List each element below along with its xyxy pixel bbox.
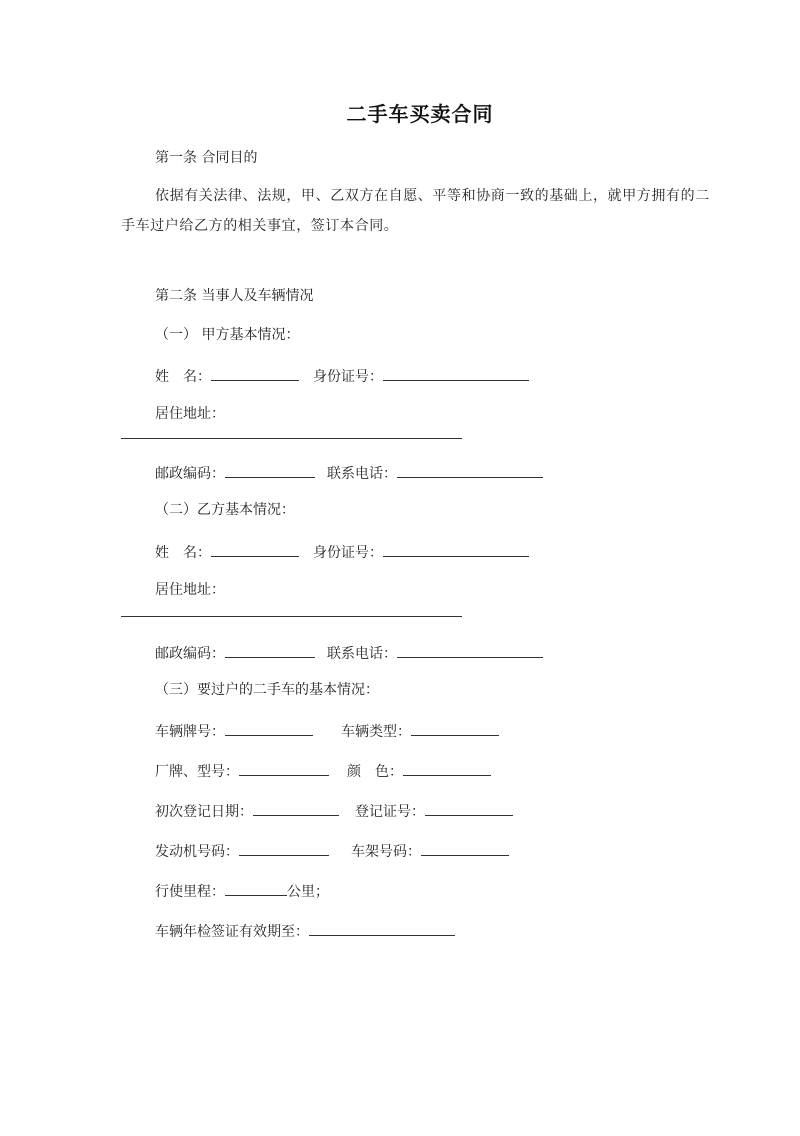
vehicle-mileage-row [155,879,329,902]
party-a-postcode-label: 邮政编码： [155,466,225,482]
vehicle-type-label: 车辆类型： [341,724,411,740]
vehicle-brand-field[interactable] [239,759,329,776]
vehicle-vin-field[interactable] [421,839,509,856]
vehicle-engine-field[interactable] [239,839,329,856]
party-a-phone-label: 联系电话： [327,466,397,482]
vehicle-engine-row [155,839,509,862]
document-title: 二手车买卖合同 [346,102,494,126]
vehicle-color-field[interactable] [403,759,491,776]
vehicle-inspection-row [155,919,455,942]
party-a-id-field[interactable] [383,364,529,381]
article-1-paragraph: 依据有关法律、法规，甲、乙双方在自愿、平等和协商一致的基础上，就甲方拥有的二手车过户给乙方的相关事宜，签订本合同。 [121,188,710,234]
party-b-name-row [155,540,529,563]
party-a-name-label: 姓 名： [155,369,211,385]
party-a-phone-field[interactable] [397,461,543,478]
vehicle-plate-label: 车辆牌号： [155,724,225,740]
vehicle-vin-label: 车架号码： [351,844,421,860]
vehicle-inspection-field[interactable] [309,919,455,936]
vehicle-brand-label: 厂牌、型号： [155,764,239,780]
vehicle-inspection-label: 车辆年检签证有效期至： [155,924,309,940]
vehicle-color-label: 颜 色： [347,764,403,780]
vehicle-engine-label: 发动机号码： [155,844,239,860]
party-a-heading: （一） 甲方基本情况： [155,327,300,343]
party-b-address-field[interactable] [121,616,462,617]
vehicle-heading: （三）要过户的二手车的基本情况： [155,682,379,698]
vehicle-first-reg-field[interactable] [253,799,339,816]
vehicle-type-field[interactable] [411,719,499,736]
vehicle-reg-cert-label: 登记证号： [355,804,425,820]
article-1-heading: 第一条 合同目的 [155,150,258,166]
party-a-address-field[interactable] [121,438,462,439]
party-b-phone-label: 联系电话： [327,646,397,662]
party-b-phone-field[interactable] [397,641,543,658]
party-b-postcode-label: 邮政编码： [155,646,225,662]
vehicle-plate-row [155,719,499,742]
party-b-name-label: 姓 名： [155,545,211,561]
vehicle-reg-cert-field[interactable] [425,799,513,816]
party-b-contact-row [155,641,543,664]
party-b-id-label: 身份证号： [313,545,383,561]
vehicle-mileage-unit: 公里； [287,884,329,900]
party-a-name-field[interactable] [211,364,299,381]
party-a-id-label: 身份证号： [313,369,383,385]
party-b-name-field[interactable] [211,540,299,557]
vehicle-mileage-label: 行使里程： [155,884,225,900]
vehicle-registration-row [155,799,513,822]
party-b-id-field[interactable] [383,540,529,557]
party-b-heading: （二）乙方基本情况： [155,502,295,518]
party-b-address-label: 居住地址： [155,582,225,598]
vehicle-first-reg-label: 初次登记日期： [155,804,253,820]
vehicle-plate-field[interactable] [225,719,313,736]
party-a-postcode-field[interactable] [225,461,315,478]
party-a-name-row [155,364,529,387]
vehicle-mileage-field[interactable] [225,879,287,896]
article-2-heading: 第二条 当事人及车辆情况 [155,288,314,304]
vehicle-brand-row [155,759,491,782]
party-a-address-label: 居住地址： [155,406,225,422]
party-b-postcode-field[interactable] [225,641,315,658]
party-a-contact-row [155,461,543,484]
